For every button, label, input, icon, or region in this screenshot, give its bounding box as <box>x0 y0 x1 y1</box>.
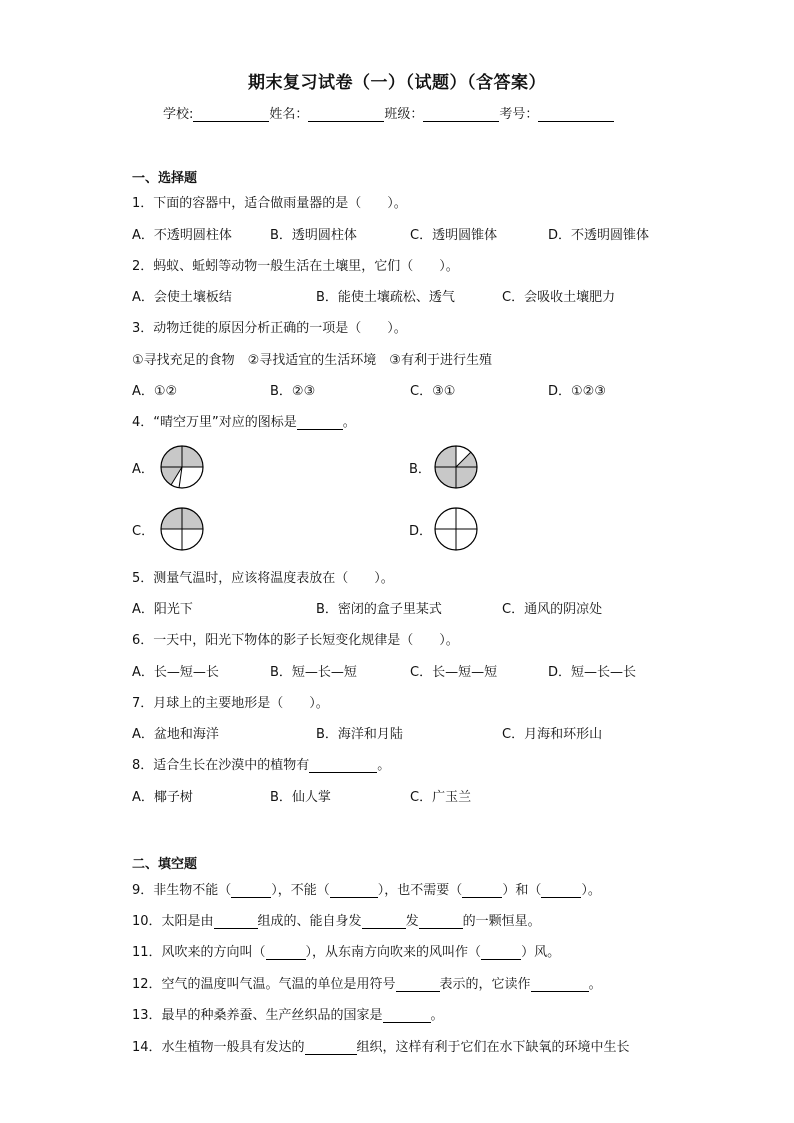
q2-option-c[interactable]: C．会吸收土壤肥力 <box>502 290 616 305</box>
q3-option-d[interactable]: D．①②③ <box>548 384 606 399</box>
q11-blank-1[interactable] <box>266 945 306 960</box>
question-1-stem: 1．下面的容器中，适合做雨量器的是（ ）。 <box>132 196 407 211</box>
question-8-stem <box>132 754 390 773</box>
q14-text-2: 组织，这样有利于它们在水下缺氧的环境中生长 <box>356 1040 630 1055</box>
q10-text-1: 10．太阳是由 <box>132 914 214 929</box>
q10-blank-1[interactable] <box>214 914 258 929</box>
q9-blank-2[interactable] <box>330 883 378 898</box>
q2-option-a[interactable]: A．会使土壤板结 <box>132 290 232 305</box>
q9-text-5: ）。 <box>581 883 601 898</box>
q7-option-b[interactable]: B．海洋和月陆 <box>316 727 403 742</box>
q12-blank-1[interactable] <box>396 977 440 992</box>
question-5-stem: 5．测量气温时，应该将温度表放在（ ）。 <box>132 571 394 586</box>
class-blank[interactable] <box>423 107 499 122</box>
q5-option-b[interactable]: B．密闭的盒子里某式 <box>316 602 442 617</box>
q4-option-b[interactable]: B． <box>409 462 431 477</box>
q9-text-4: ）和（ <box>502 883 542 898</box>
q8-option-b[interactable]: B．仙人掌 <box>270 790 331 805</box>
q9-blank-1[interactable] <box>231 883 271 898</box>
q6-option-c[interactable]: C．长—短—短 <box>410 665 498 680</box>
question-12 <box>132 973 602 992</box>
q9-text-3: ），也不需要（ <box>377 883 463 898</box>
question-14 <box>132 1036 660 1055</box>
q10-text-3: 发 <box>405 914 419 929</box>
q4-option-c-weather-icon[interactable] <box>159 506 205 552</box>
q4-option-a-weather-icon[interactable] <box>159 444 205 490</box>
q12-text-1: 12．空气的温度叫气温。气温的单位是用符号 <box>132 977 396 992</box>
q5-option-a[interactable]: A．阳光下 <box>132 602 193 617</box>
q6-option-d[interactable]: D．短—长—长 <box>548 665 637 680</box>
q4-stem-end: 。 <box>342 415 356 430</box>
q2-option-b[interactable]: B．能使土壤疏松、透气 <box>316 290 455 305</box>
q1-option-a[interactable]: A．不透明圆柱体 <box>132 228 232 243</box>
q8-stem-end: 。 <box>377 758 391 773</box>
q9-text-1: 9．非生物不能（ <box>132 883 232 898</box>
q11-blank-2[interactable] <box>481 945 521 960</box>
number-label: 考号： <box>499 107 539 122</box>
section-choice-heading: 一、选择题 <box>132 171 198 186</box>
q13-text-2: 。 <box>430 1008 444 1023</box>
q14-blank-1[interactable] <box>305 1040 357 1055</box>
question-3-items: ①寻找充足的食物 ②寻找适宜的生活环境 ③有利于进行生殖 <box>132 353 492 368</box>
q4b-shaded-slice <box>456 452 477 467</box>
question-10 <box>132 910 541 929</box>
q4-option-b-weather-icon[interactable] <box>433 444 479 490</box>
q11-text-2: ），从东南方向吹来的风叫作（ <box>305 945 482 960</box>
q4-option-a[interactable]: A． <box>132 462 154 477</box>
q10-text-2: 组成的、能自身发 <box>257 914 362 929</box>
q12-text-3: 。 <box>588 977 602 992</box>
class-label: 班级： <box>384 107 424 122</box>
q8-option-a[interactable]: A．椰子树 <box>132 790 193 805</box>
page-title: 期末复习试卷（一）（试题）（含答案） <box>248 73 546 93</box>
question-9 <box>132 879 601 898</box>
q9-blank-4[interactable] <box>541 883 581 898</box>
q10-blank-2[interactable] <box>362 914 406 929</box>
question-6-stem: 6．一天中，阳光下物体的影子长短变化规律是（ ）。 <box>132 633 459 648</box>
name-blank[interactable] <box>308 107 384 122</box>
q4-option-c[interactable]: C． <box>132 524 155 539</box>
q10-blank-3[interactable] <box>419 914 463 929</box>
question-11 <box>132 941 560 960</box>
q9-blank-3[interactable] <box>462 883 502 898</box>
q4a-shaded-slice <box>161 467 182 485</box>
q3-option-c[interactable]: C．③① <box>410 384 456 399</box>
q6-option-b[interactable]: B．短—长—短 <box>270 665 357 680</box>
section-fill-heading: 二、填空题 <box>132 857 198 872</box>
q12-blank-2[interactable] <box>531 977 589 992</box>
q4-option-d-weather-icon[interactable] <box>433 506 479 552</box>
student-info-line <box>163 103 643 122</box>
q3-option-b[interactable]: B．②③ <box>270 384 316 399</box>
q13-text-1: 13．最早的种桑养蚕、生产丝织品的国家是 <box>132 1008 383 1023</box>
q1-option-c[interactable]: C．透明圆锥体 <box>410 228 498 243</box>
q3-option-a[interactable]: A．①② <box>132 384 178 399</box>
q14-text-1: 14．水生植物一般具有发达的 <box>132 1040 305 1055</box>
q7-option-a[interactable]: A．盆地和海洋 <box>132 727 219 742</box>
q8-option-c[interactable]: C．广玉兰 <box>410 790 472 805</box>
question-7-stem: 7．月球上的主要地形是（ ）。 <box>132 696 329 711</box>
q13-blank-1[interactable] <box>383 1008 431 1023</box>
q11-text-3: ）风。 <box>521 945 561 960</box>
q4-answer-blank[interactable] <box>297 415 343 430</box>
school-label: 学校: <box>163 107 194 122</box>
question-4-stem <box>132 411 356 430</box>
q5-option-c[interactable]: C．通风的阴凉处 <box>502 602 603 617</box>
q11-text-1: 11．风吹来的方向叫（ <box>132 945 266 960</box>
q1-option-b[interactable]: B．透明圆柱体 <box>270 228 357 243</box>
question-13 <box>132 1004 444 1023</box>
question-2-stem: 2．蚂蚁、蚯蚓等动物一般生活在土壤里，它们（ ）。 <box>132 259 459 274</box>
q9-text-2: ），不能（ <box>271 883 330 898</box>
q10-text-4: 的一颗恒星。 <box>462 914 541 929</box>
name-label: 姓名： <box>269 107 309 122</box>
q4-stem-text: 4．“晴空万里”对应的图标是 <box>132 415 297 430</box>
q8-answer-blank[interactable] <box>309 758 377 773</box>
question-3-stem: 3．动物迁徙的原因分析正确的一项是（ ）。 <box>132 321 407 336</box>
number-blank[interactable] <box>538 107 614 122</box>
q8-stem-text: 8．适合生长在沙漠中的植物有 <box>132 758 310 773</box>
q1-option-d[interactable]: D．不透明圆锥体 <box>548 228 650 243</box>
q7-option-c[interactable]: C．月海和环形山 <box>502 727 603 742</box>
q12-text-2: 表示的，它读作 <box>439 977 531 992</box>
q4-option-d[interactable]: D． <box>409 524 433 539</box>
q6-option-a[interactable]: A．长—短—长 <box>132 665 219 680</box>
school-blank[interactable] <box>193 107 269 122</box>
